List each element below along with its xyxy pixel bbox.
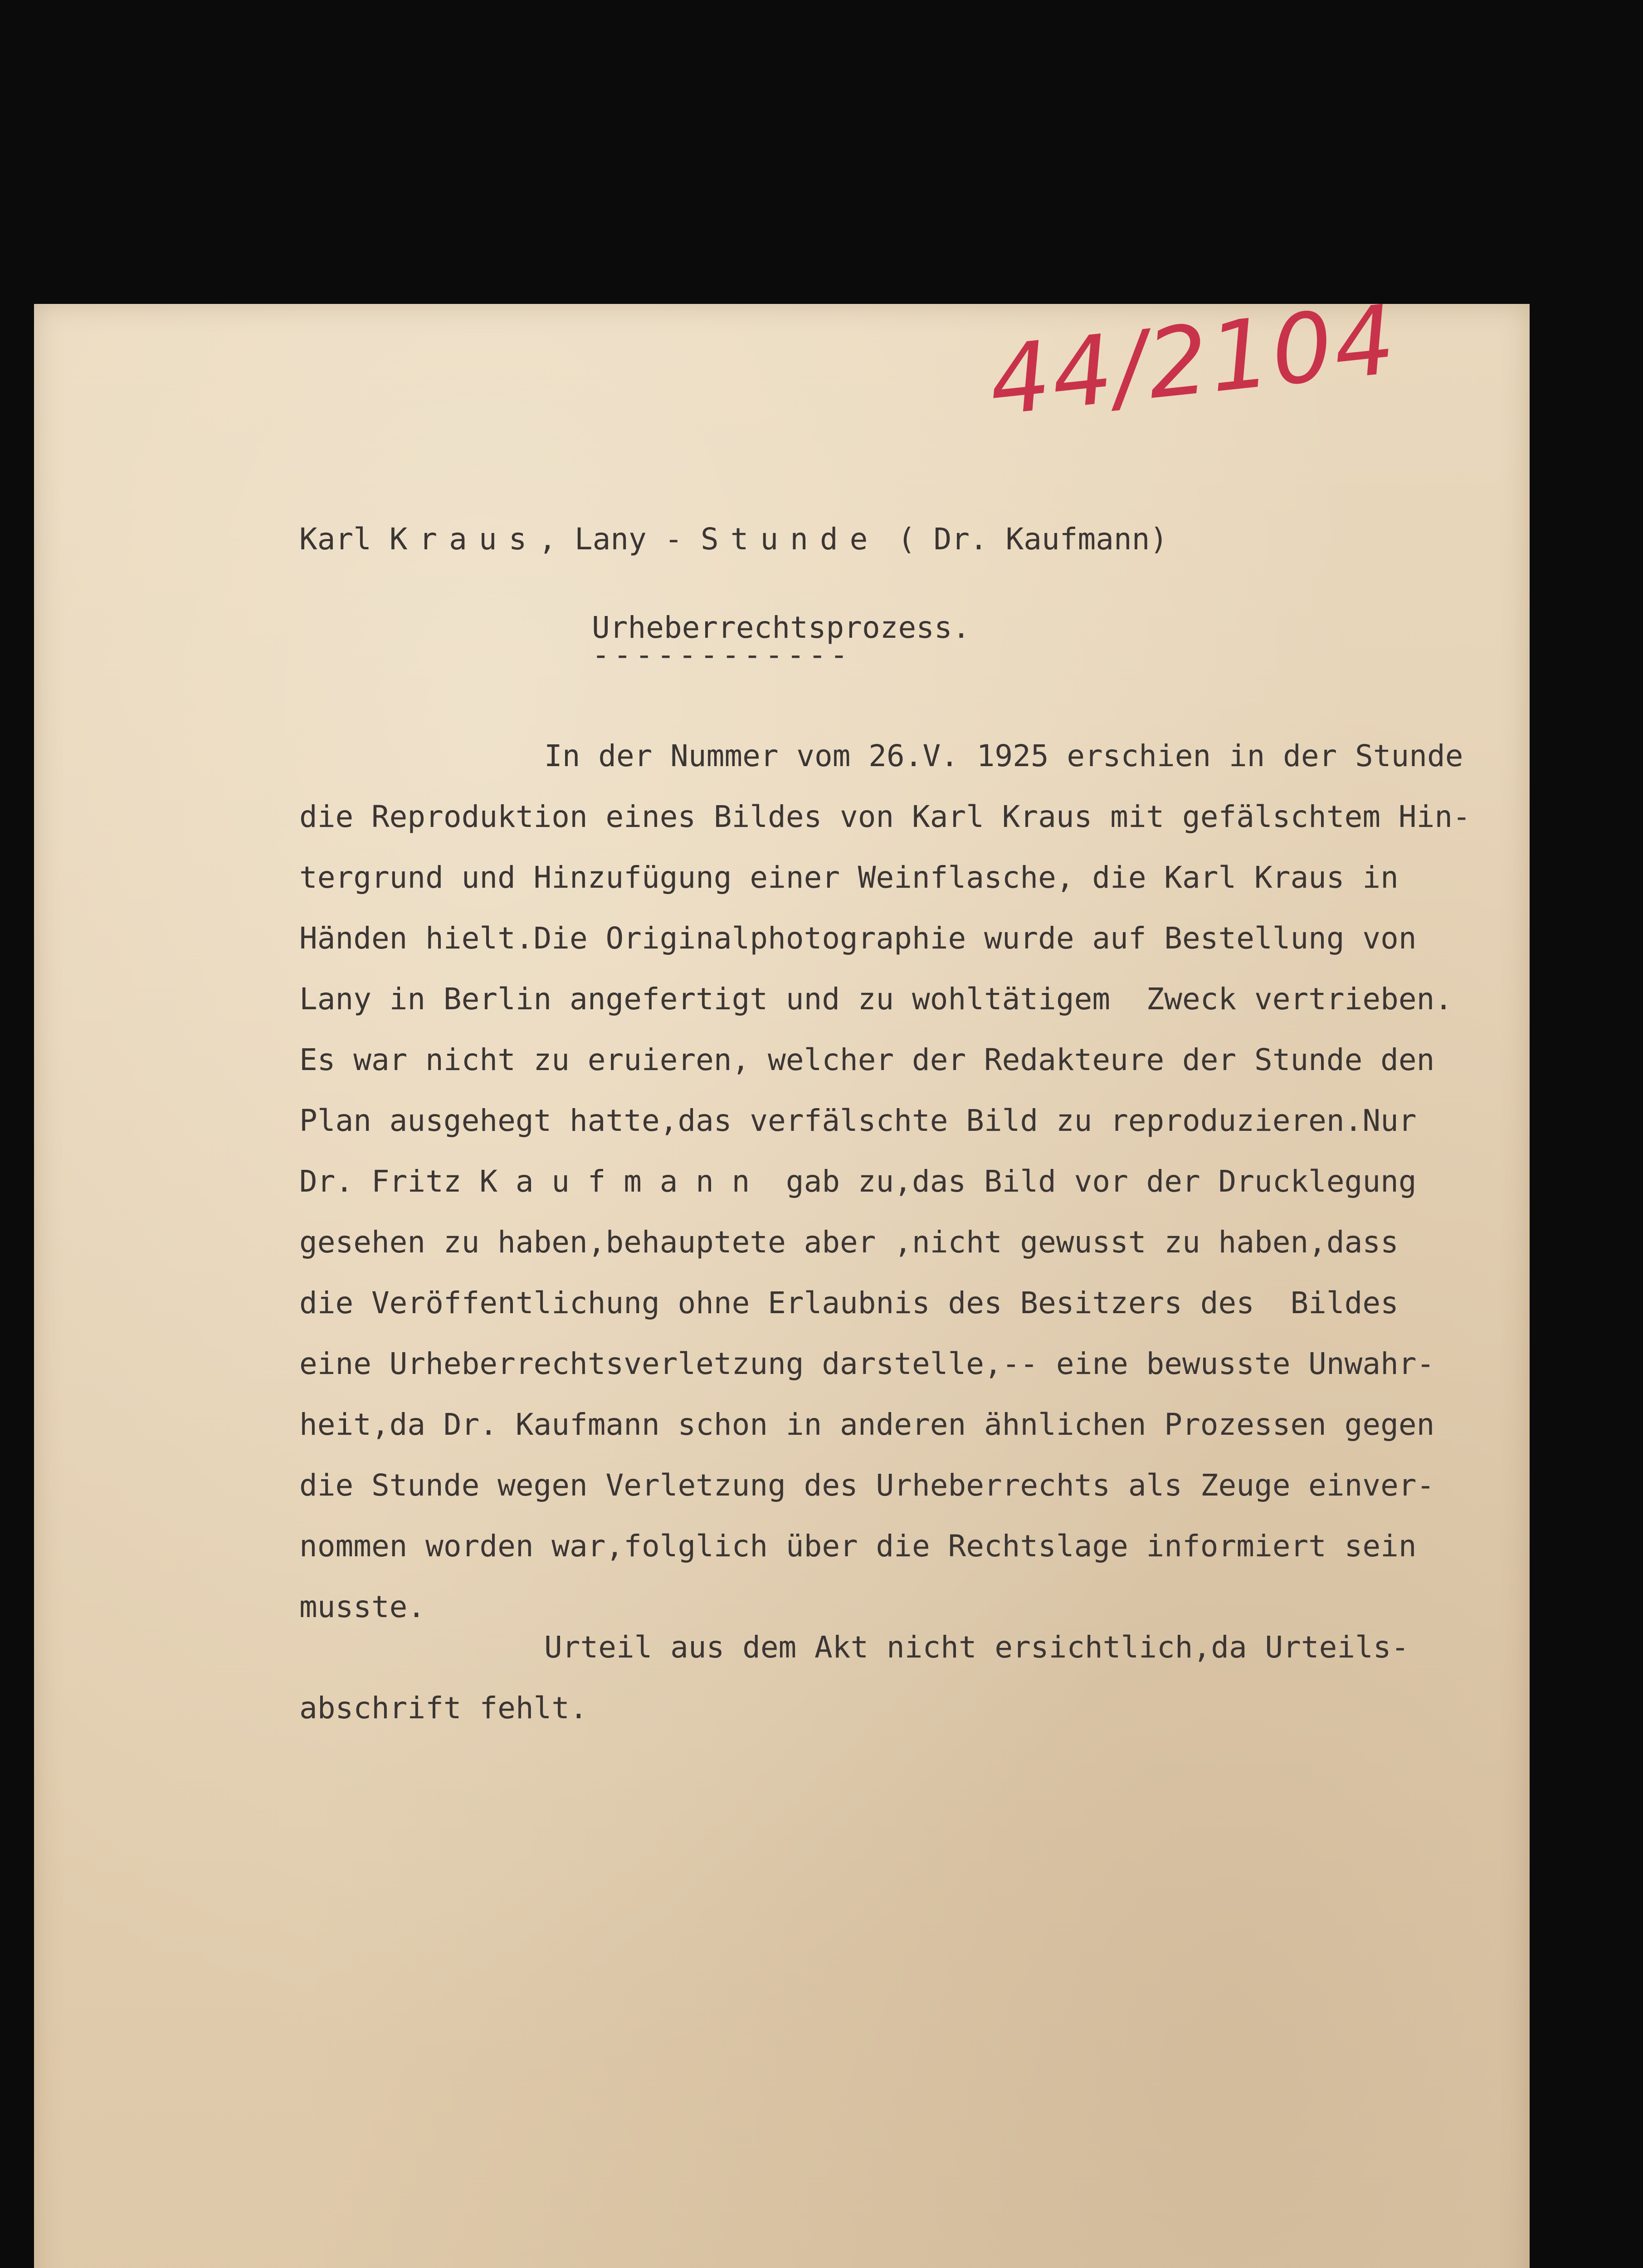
handwritten-archive-number: 44/2104	[984, 284, 1402, 437]
document-subtitle: Urheberrechtsprozess.	[592, 610, 970, 645]
body-line: gesehen zu haben,behauptete aber ,nicht gewusst zu haben,dass	[299, 1225, 1399, 1260]
body-line: nommen worden war,folglich über die Rechtslage informiert sein	[299, 1529, 1417, 1564]
body-line: die Reproduktion eines Bildes von Karl Kraus mit gefälschtem Hin-	[299, 799, 1471, 834]
body-line: Dr. Fritz K a u f m a n n gab zu,das Bild vor der Drucklegung	[299, 1164, 1417, 1199]
heading-part-5: ( Dr. Kaufmann)	[879, 522, 1168, 557]
document-heading	[299, 522, 1168, 557]
body-line: die Stunde wegen Verletzung des Urheberrechts als Zeuge einver-	[299, 1468, 1435, 1503]
heading-stunde: Stunde	[701, 522, 880, 557]
heading-name-kraus: Kraus	[389, 522, 539, 557]
closing-line: abschrift fehlt.	[299, 1691, 588, 1725]
body-line: musste.	[299, 1589, 426, 1624]
closing-paragraph	[299, 1617, 1501, 1739]
subtitle-underline: ------------	[592, 637, 852, 672]
closing-line: Urteil aus dem Akt nicht ersichtlich,da Urteils-	[544, 1630, 1409, 1665]
body-line: Händen hielt.Die Originalphotographie wurde auf Bestellung von	[299, 921, 1417, 956]
body-line: tergrund und Hinzufügung einer Weinflasche, die Karl Kraus in	[299, 860, 1399, 895]
body-line: Es war nicht zu eruieren, welcher der Redakteure der Stunde den	[299, 1042, 1435, 1077]
body-line: eine Urheberrechtsverletzung darstelle,-- eine bewusste Unwahr-	[299, 1346, 1435, 1381]
body-line: In der Nummer vom 26.V. 1925 erschien in der Stunde	[544, 738, 1463, 773]
heading-part-3: , Lany -	[538, 522, 701, 557]
body-line: heit,da Dr. Kaufmann schon in anderen ähnlichen Prozessen gegen	[299, 1407, 1435, 1442]
body-line: Plan ausgehegt hatte,das verfälschte Bild zu reproduzieren.Nur	[299, 1103, 1417, 1138]
body-paragraph	[299, 726, 1501, 1637]
body-line: die Veröffentlichung ohne Erlaubnis des Besitzers des Bildes	[299, 1286, 1399, 1320]
body-line: Lany in Berlin angefertigt und zu wohltätigem Zweck vertrieben.	[299, 982, 1453, 1017]
heading-part-1: Karl	[299, 522, 390, 557]
